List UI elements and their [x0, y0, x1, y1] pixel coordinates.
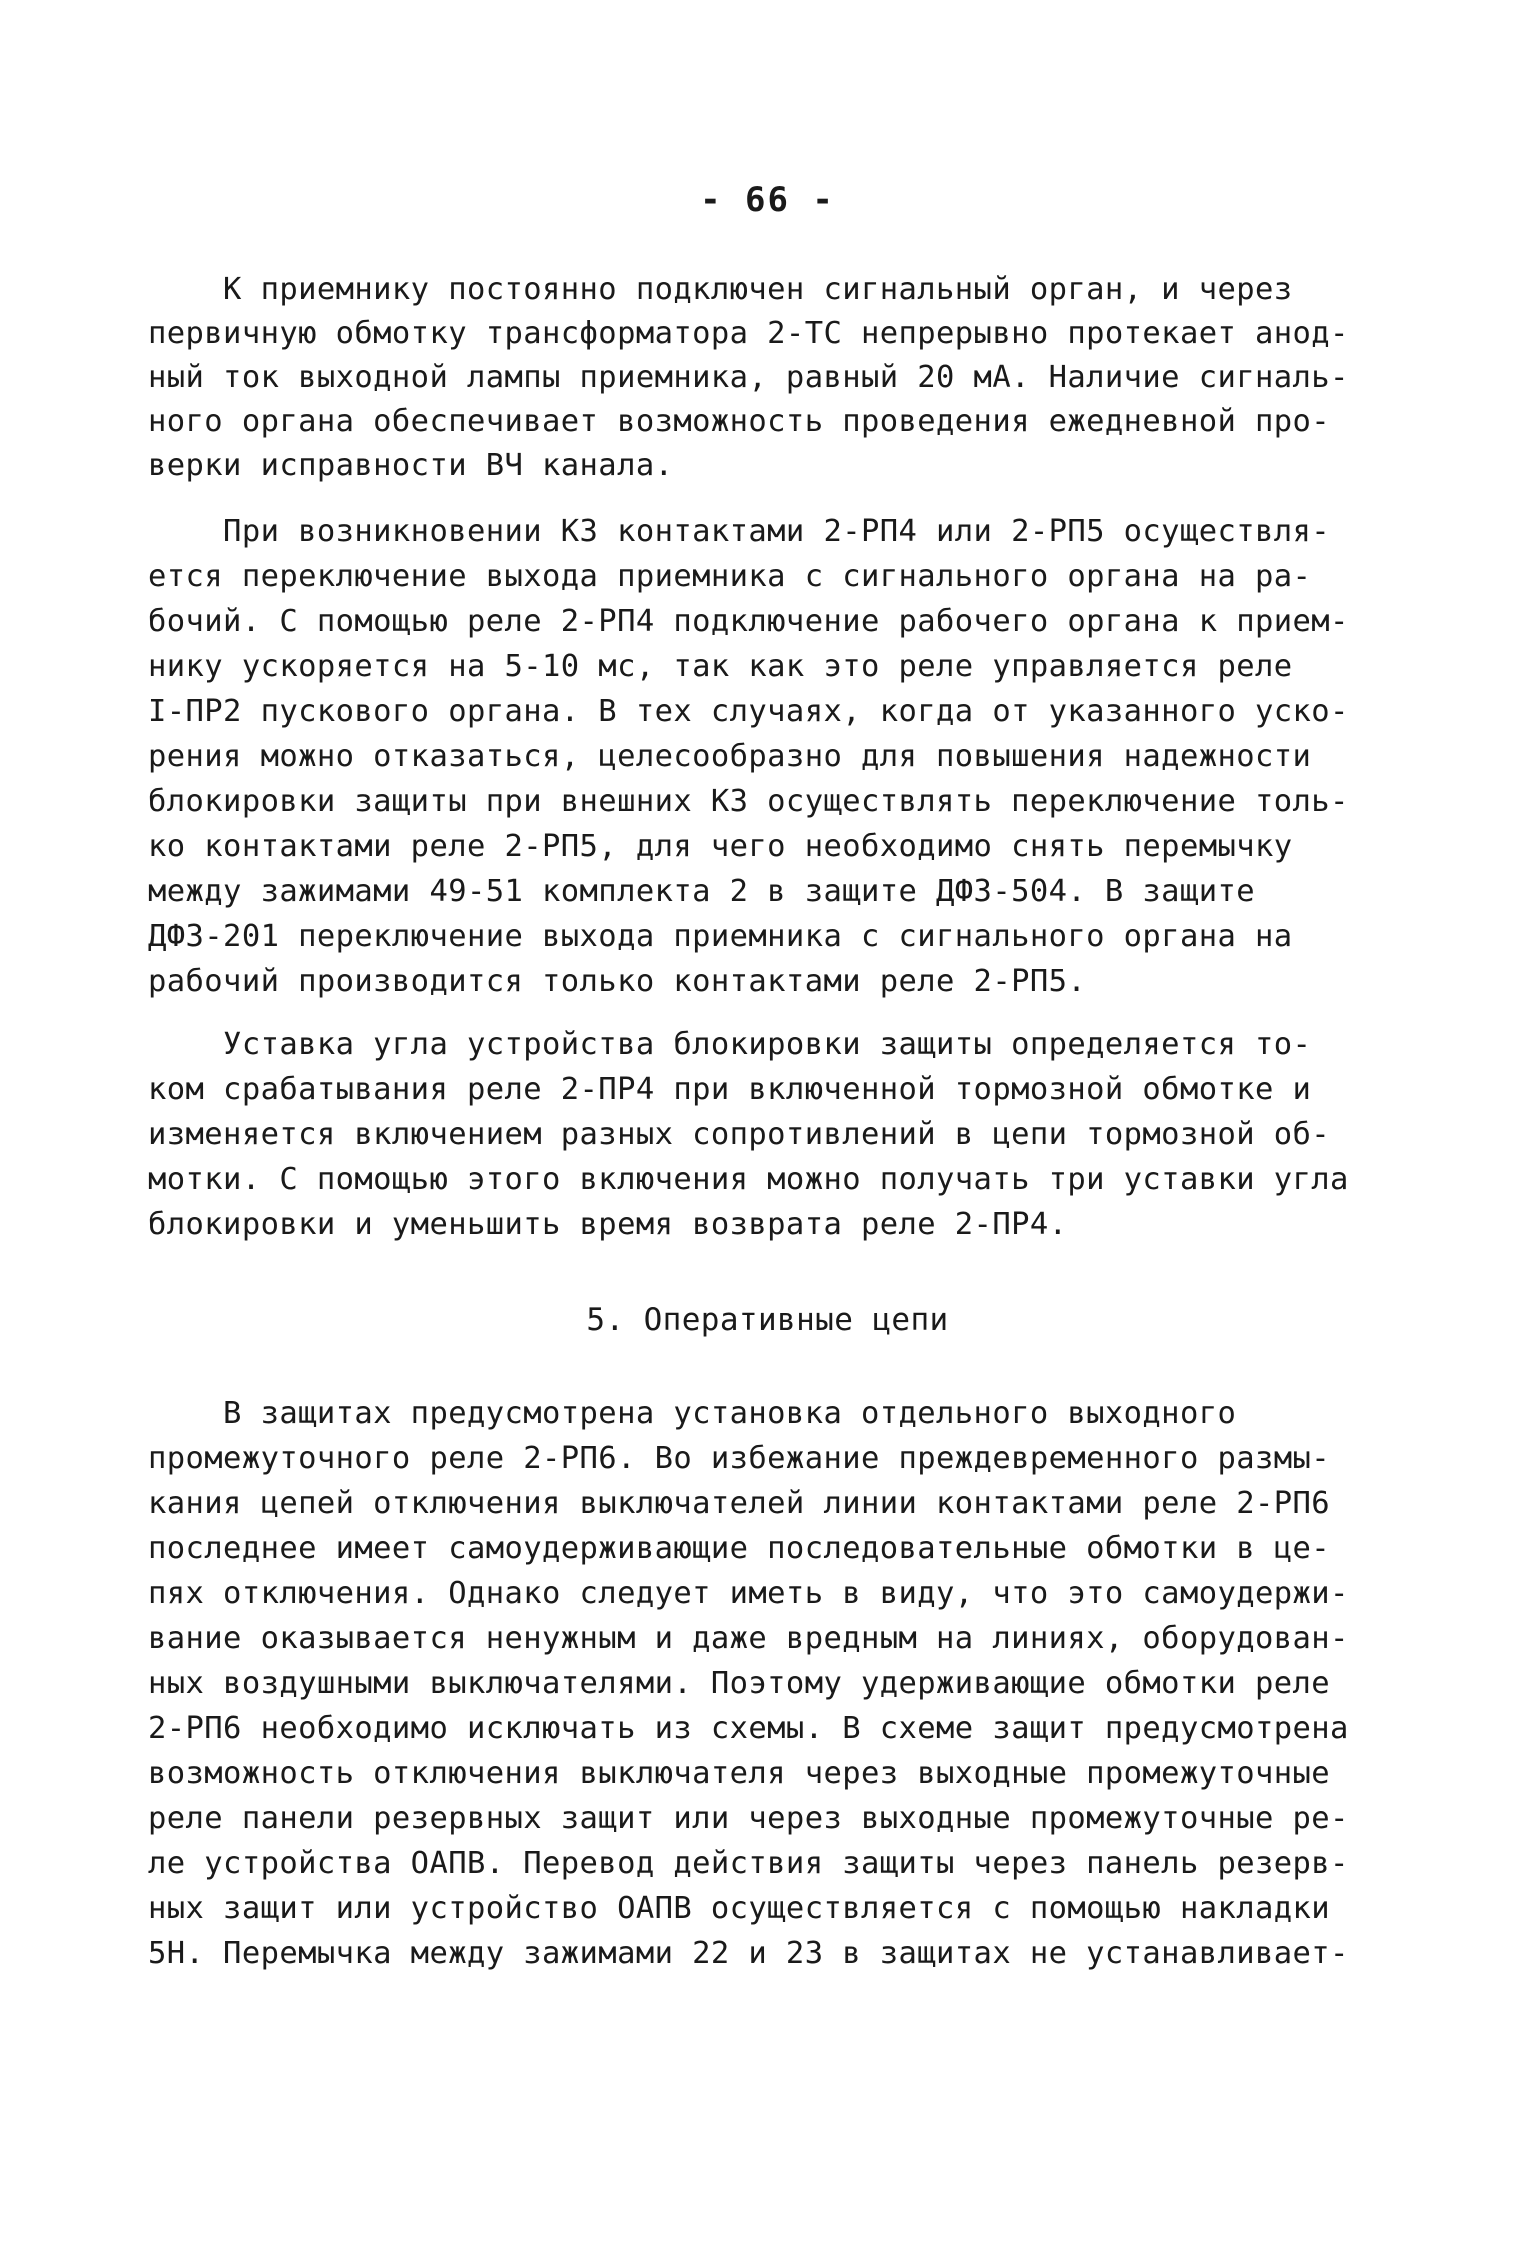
paragraph-2-line-8: ко контактами реле 2-РП5, для чего необходимо снять перемычку: [148, 829, 1293, 864]
section-line-13: 5Н. Перемычка между зажимами 22 и 23 в защитах не устанавливает-: [148, 1936, 1349, 1971]
paragraph-2-line-6: рения можно отказаться, целесообразно для повышения надежности: [148, 739, 1312, 774]
section-line-11: ле устройства ОАПВ. Перевод действия защиты через панель резерв-: [148, 1846, 1349, 1881]
section-line-9: возможность отключения выключателя через выходные промежуточные: [148, 1756, 1331, 1791]
paragraph-3-line-5: блокировки и уменьшить время возврата реле 2-ПР4.: [148, 1207, 1068, 1242]
paragraph-1-line-5: верки исправности ВЧ канала.: [148, 448, 674, 483]
paragraph-2-line-2: ется переключение выхода приемника с сигнального органа на ра-: [148, 559, 1312, 594]
paragraph-2-line-9: между зажимами 49-51 комплекта 2 в защите ДФЗ-504. В защите: [148, 874, 1255, 909]
page-number: - 66 -: [700, 180, 835, 220]
section-line-7: ных воздушными выключателями. Поэтому удерживающие обмотки реле: [148, 1666, 1331, 1701]
paragraph-2-line-4: нику ускоряется на 5-10 мс, так как это реле управляется реле: [148, 649, 1293, 684]
paragraph-2-line-11: рабочий производится только контактами реле 2-РП5.: [148, 964, 1087, 999]
paragraph-1-line-1: К приемнику постоянно подключен сигнальный орган, и через: [148, 272, 1293, 307]
paragraph-1-line-4: ного органа обеспечивает возможность проведения ежедневной про-: [148, 404, 1331, 439]
paragraph-1-line-2: первичную обмотку трансформатора 2-ТС непрерывно протекает анод-: [148, 316, 1349, 351]
paragraph-2-line-7: блокировки защиты при внешних КЗ осуществлять переключение толь-: [148, 784, 1349, 819]
paragraph-3-line-3: изменяется включением разных сопротивлений в цепи тормозной об-: [148, 1117, 1331, 1152]
section-line-12: ных защит или устройство ОАПВ осуществляется с помощью накладки: [148, 1891, 1331, 1926]
paragraph-3-line-1: Уставка угла устройства блокировки защиты определяется то-: [148, 1027, 1312, 1062]
section-heading: 5. Оперативные цепи: [586, 1302, 949, 1338]
section-line-6: вание оказывается ненужным и даже вредным на линиях, оборудован-: [148, 1621, 1349, 1656]
section-line-10: реле панели резервных защит или через выходные промежуточные ре-: [148, 1801, 1349, 1836]
paragraph-3-line-4: мотки. С помощью этого включения можно получать три уставки угла: [148, 1162, 1349, 1197]
section-line-1: В защитах предусмотрена установка отдельного выходного: [148, 1396, 1237, 1431]
section-line-4: последнее имеет самоудерживающие последовательные обмотки в це-: [148, 1531, 1331, 1566]
paragraph-2-line-3: бочий. С помощью реле 2-РП4 подключение рабочего органа к прием-: [148, 604, 1349, 639]
section-line-2: промежуточного реле 2-РП6. Во избежание преждевременного размы-: [148, 1441, 1331, 1476]
section-line-3: кания цепей отключения выключателей линии контактами реле 2-РП6: [148, 1486, 1331, 1521]
paragraph-1-line-3: ный ток выходной лампы приемника, равный 20 мА. Наличие сигналь-: [148, 360, 1349, 395]
section-line-8: 2-РП6 необходимо исключать из схемы. В схеме защит предусмотрена: [148, 1711, 1349, 1746]
paragraph-3-line-2: ком срабатывания реле 2-ПР4 при включенной тормозной обмотке и: [148, 1072, 1312, 1107]
section-line-5: пях отключения. Однако следует иметь в виду, что это самоудержи-: [148, 1576, 1349, 1611]
paragraph-2-line-1: При возникновении КЗ контактами 2-РП4 или 2-РП5 осуществля-: [148, 514, 1331, 549]
paragraph-2-line-10: ДФЗ-201 переключение выхода приемника с сигнального органа на: [148, 919, 1293, 954]
paragraph-2-line-5: I-ПР2 пускового органа. В тех случаях, когда от указанного уско-: [148, 694, 1349, 729]
